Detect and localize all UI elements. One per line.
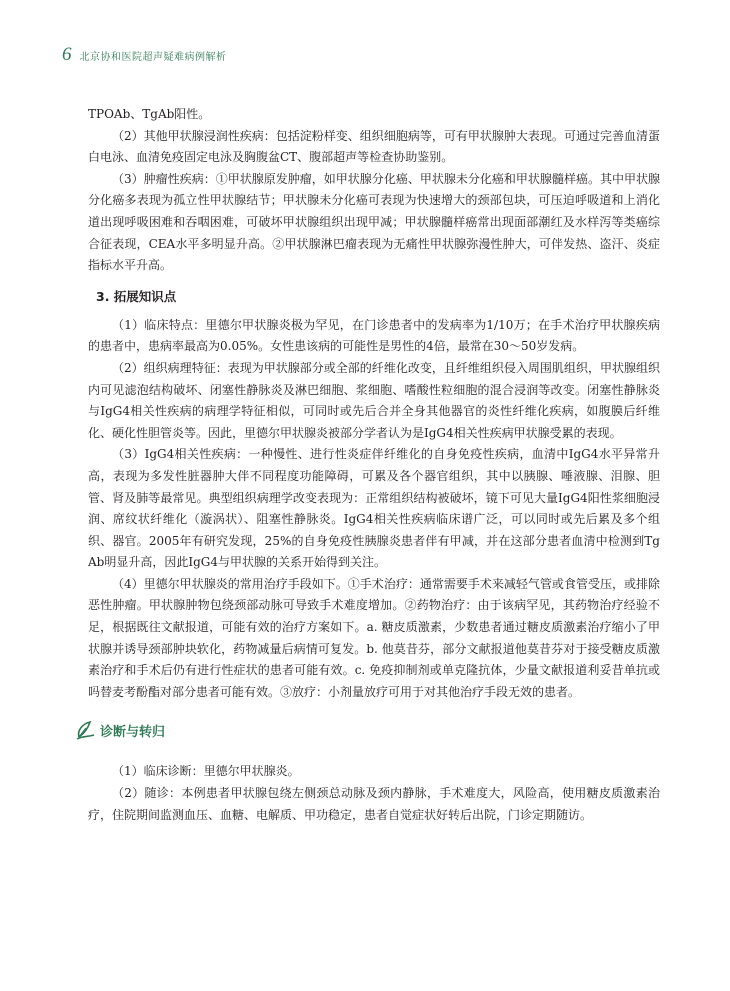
page-number: 6 <box>62 44 72 65</box>
paragraph-igg4-disease: （3）IgG4相关性疾病：一种慢性、进行性炎症伴纤维化的自身免疫性疾病，血清中IgG4水平异常升高，表现为多发性脏器肿大伴不同程度功能障碍，可累及各个器官组织，其中以胰腺、唾液腺、泪腺、胆管、肾及肺等最常见。典型组织病理学改变表现为：正常组织结构被破坏，镜下可见大量IgG4阳性浆细胞浸润、席纹状纤维化（漩涡状）、阻塞性静脉炎。IgG4相关性疾病临床谱广泛，可以同时或先后累及多个组织、器官。2005年有研究发现，25%的自身免疫性胰腺炎患者伴有甲减，并在这部分患者血清中检测到TgAb明显升高，因此IgG4与甲状腺的关系开始得到关注。 <box>88 447 660 570</box>
section-heading-diagnosis <box>74 719 660 741</box>
paragraph-treatment: （4）里德尔甲状腺炎的常用治疗手段如下。①手术治疗：通常需要手术来减轻气管或食管受压，或排除恶性肿瘤。甲状腺肿物包绕颈部动脉可导致手术难度增加。②药物治疗：由于该病罕见，其药物治疗经验不足，根据既往文献报道，可能有效的治疗方案如下。a. 糖皮质激素，少数患者通过糖皮质激素治疗缩小了甲状腺并诱导颈部肿块软化，药物减量后病情可复发。b. 他莫昔芬，部分文献报道他莫昔芬对于接受糖皮质激素治疗和手术后仍有进行性症状的患者可能有效。c. 免疫抑制剂或单克隆抗体，少量文献报道利妥昔单抗或吗替麦考酚酯对部分患者可能有效。③放疗：小剂量放疗可用于对其他治疗手段无效的患者。 <box>88 576 660 699</box>
pen-leaf-icon <box>74 719 96 741</box>
paragraph-neoplastic-disease: （3）肿瘤性疾病：①甲状腺原发肿瘤，如甲状腺分化癌、甲状腺未分化癌和甲状腺髓样癌。其中甲状腺分化癌多表现为孤立性甲状腺结节；甲状腺未分化癌可表现为快速增大的颈部包块，可压迫呼吸道和上消化道出现呼吸困难和吞咽困难，可破坏甲状腺组织出现甲减；甲状腺髓样癌常出现面部潮红及水样泻等类癌综合征表现，CEA水平多明显升高。②甲状腺淋巴瘤表现为无痛性甲状腺弥漫性肿大，可伴发热、盗汗、炎症指标水平升高。 <box>88 171 660 273</box>
paragraph-histopathology: （2）组织病理特征：表现为甲状腺部分或全部的纤维化改变，且纤维组织侵入周围肌组织，甲状腺组织内可见滤泡结构破坏、闭塞性静脉炎及淋巴细胞、浆细胞、嗜酸性粒细胞的混合浸润等改变。闭塞性静脉炎与IgG4相关性疾病的病理学特征相似，可同时或先后合并全身其他器官的炎性纤维化疾病，如腹膜后纤维化、硬化性胆管炎等。因此，里德尔甲状腺炎被部分学者认为是IgG4相关性疾病甲状腺受累的表现。 <box>88 360 660 440</box>
paragraph-clinical-features: （1）临床特点：里德尔甲状腺炎极为罕见，在门诊患者中的发病率为1/10万；在手术治疗甲状腺疾病的患者中，患病率最高为0.05%。女性患该病的可能性是男性的4倍，最常在30～50岁发病。 <box>88 317 660 354</box>
running-title: 北京协和医院超声疑难病例解析 <box>79 52 227 63</box>
paragraph-continuation: TPOAb、TgAb阳性。 <box>88 107 211 121</box>
paragraph-follow-up: （2）随诊：本例患者甲状腺包绕左侧颈总动脉及颈内静脉，手术难度大，风险高，使用糖皮质激素治疗，住院期间监测血压、血糖、电解质、甲功稳定，患者自觉症状好转后出院，门诊定期随访。 <box>88 786 660 822</box>
paragraph-clinical-diagnosis: （1）临床诊断：里德尔甲状腺炎。 <box>112 764 300 779</box>
page-body <box>88 104 660 826</box>
subheading-extended-knowledge: 3. 拓展知识点 <box>96 288 177 304</box>
running-header <box>62 44 227 66</box>
paragraph-infiltrative-disease: （2）其他甲状腺浸润性疾病：包括淀粉样变、组织细胞病等，可有甲状腺肿大表现。可通过完善血清蛋白电泳、血清免疫固定电泳及胸腹盆CT、腹部超声等检查协助鉴别。 <box>88 128 660 165</box>
section-title: 诊断与转归 <box>100 724 166 740</box>
